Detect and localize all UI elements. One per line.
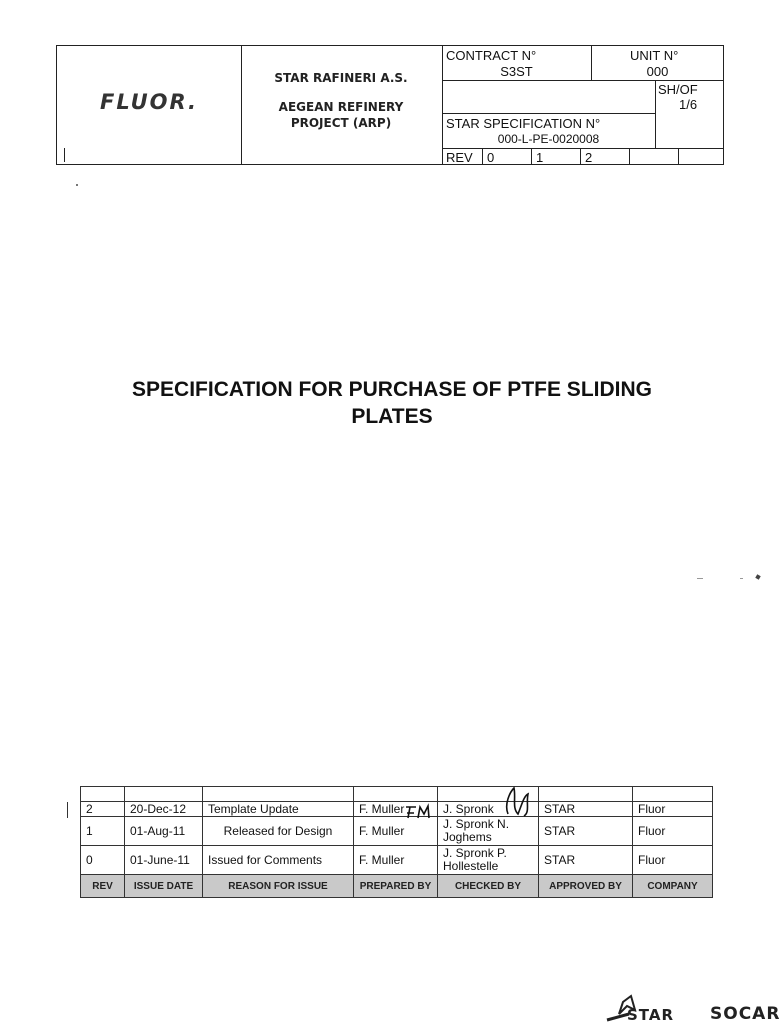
table-row <box>81 802 713 817</box>
column-header: ISSUE DATE <box>125 875 203 898</box>
contract-value: S3ST <box>500 64 533 79</box>
socar-logo-text: SOCAR <box>710 1004 780 1024</box>
rev-number: 0 <box>81 846 125 875</box>
column-header: CHECKED BY <box>438 875 539 898</box>
unit-label: UNIT N° <box>630 48 679 63</box>
company: Fluor <box>633 802 713 817</box>
spec-label: STAR SPECIFICATION N° <box>446 116 601 131</box>
table-row <box>81 787 713 802</box>
company-name <box>242 70 440 131</box>
table-header-row <box>81 875 713 898</box>
rev-number: 1 <box>81 817 125 846</box>
table-row <box>81 817 713 846</box>
column-header: COMPANY <box>633 875 713 898</box>
rev-label: REV <box>446 150 473 165</box>
company-line-3: PROJECT (ARP) <box>290 116 392 130</box>
company: Fluor <box>633 846 713 875</box>
reason-for-issue: Issued for Comments <box>203 846 354 875</box>
sheet-value: 1/6 <box>679 97 698 112</box>
scan-speck <box>76 184 78 186</box>
column-header: REASON FOR ISSUE <box>203 875 354 898</box>
reason-for-issue: Released for Design <box>203 817 354 846</box>
company: Fluor <box>633 817 713 846</box>
signature-initials-fm <box>404 804 434 820</box>
column-header: PREPARED BY <box>354 875 438 898</box>
approved-by: STAR <box>539 817 633 846</box>
rev-cell-0: 0 <box>487 150 495 165</box>
approved-by: STAR <box>539 846 633 875</box>
spec-value: 000-L-PE-0020008 <box>497 132 600 146</box>
checked-by: J. Spronk <box>438 802 539 817</box>
column-header: APPROVED BY <box>539 875 633 898</box>
rev-cell-2: 2 <box>585 150 593 165</box>
prepared-by: F. Muller <box>354 802 438 817</box>
rev-cell-1: 1 <box>536 150 544 165</box>
revision-table <box>80 786 713 898</box>
checked-by: J. Spronk N. Joghems <box>438 817 539 846</box>
approved-by: STAR <box>539 802 633 817</box>
column-header: REV <box>81 875 125 898</box>
issue-date: 20-Dec-12 <box>125 802 203 817</box>
star-socar-logo <box>605 994 780 1024</box>
unit-value: 000 <box>646 64 669 79</box>
document-title-line-2: PLATES <box>351 405 433 428</box>
scan-speck <box>755 574 760 579</box>
sheet-label: SH/OF <box>658 82 698 97</box>
scan-speck <box>740 578 743 579</box>
issue-date: 01-June-11 <box>125 846 203 875</box>
fluor-logo: FLUOR. <box>100 90 199 114</box>
document-title <box>60 376 724 430</box>
scan-speck <box>697 578 703 579</box>
rev-number: 2 <box>81 802 125 817</box>
contract-label: CONTRACT N° <box>446 48 537 63</box>
issue-date: 01-Aug-11 <box>125 817 203 846</box>
prepared-by: F. Muller <box>354 846 438 875</box>
reason-for-issue: Template Update <box>203 802 354 817</box>
document-title-line-1: SPECIFICATION FOR PURCHASE OF PTFE SLIDING <box>132 378 652 401</box>
star-logo-text: STAR <box>627 1006 675 1024</box>
company-line-2: AEGEAN REFINERY <box>278 100 404 114</box>
revision-bar <box>67 802 68 818</box>
checked-by: J. Spronk P. Hollestelle <box>438 846 539 875</box>
prepared-by: F. Muller <box>354 817 438 846</box>
company-line-1: STAR RAFINERI A.S. <box>274 71 408 85</box>
signature-initials-js <box>500 784 534 820</box>
table-row <box>81 846 713 875</box>
